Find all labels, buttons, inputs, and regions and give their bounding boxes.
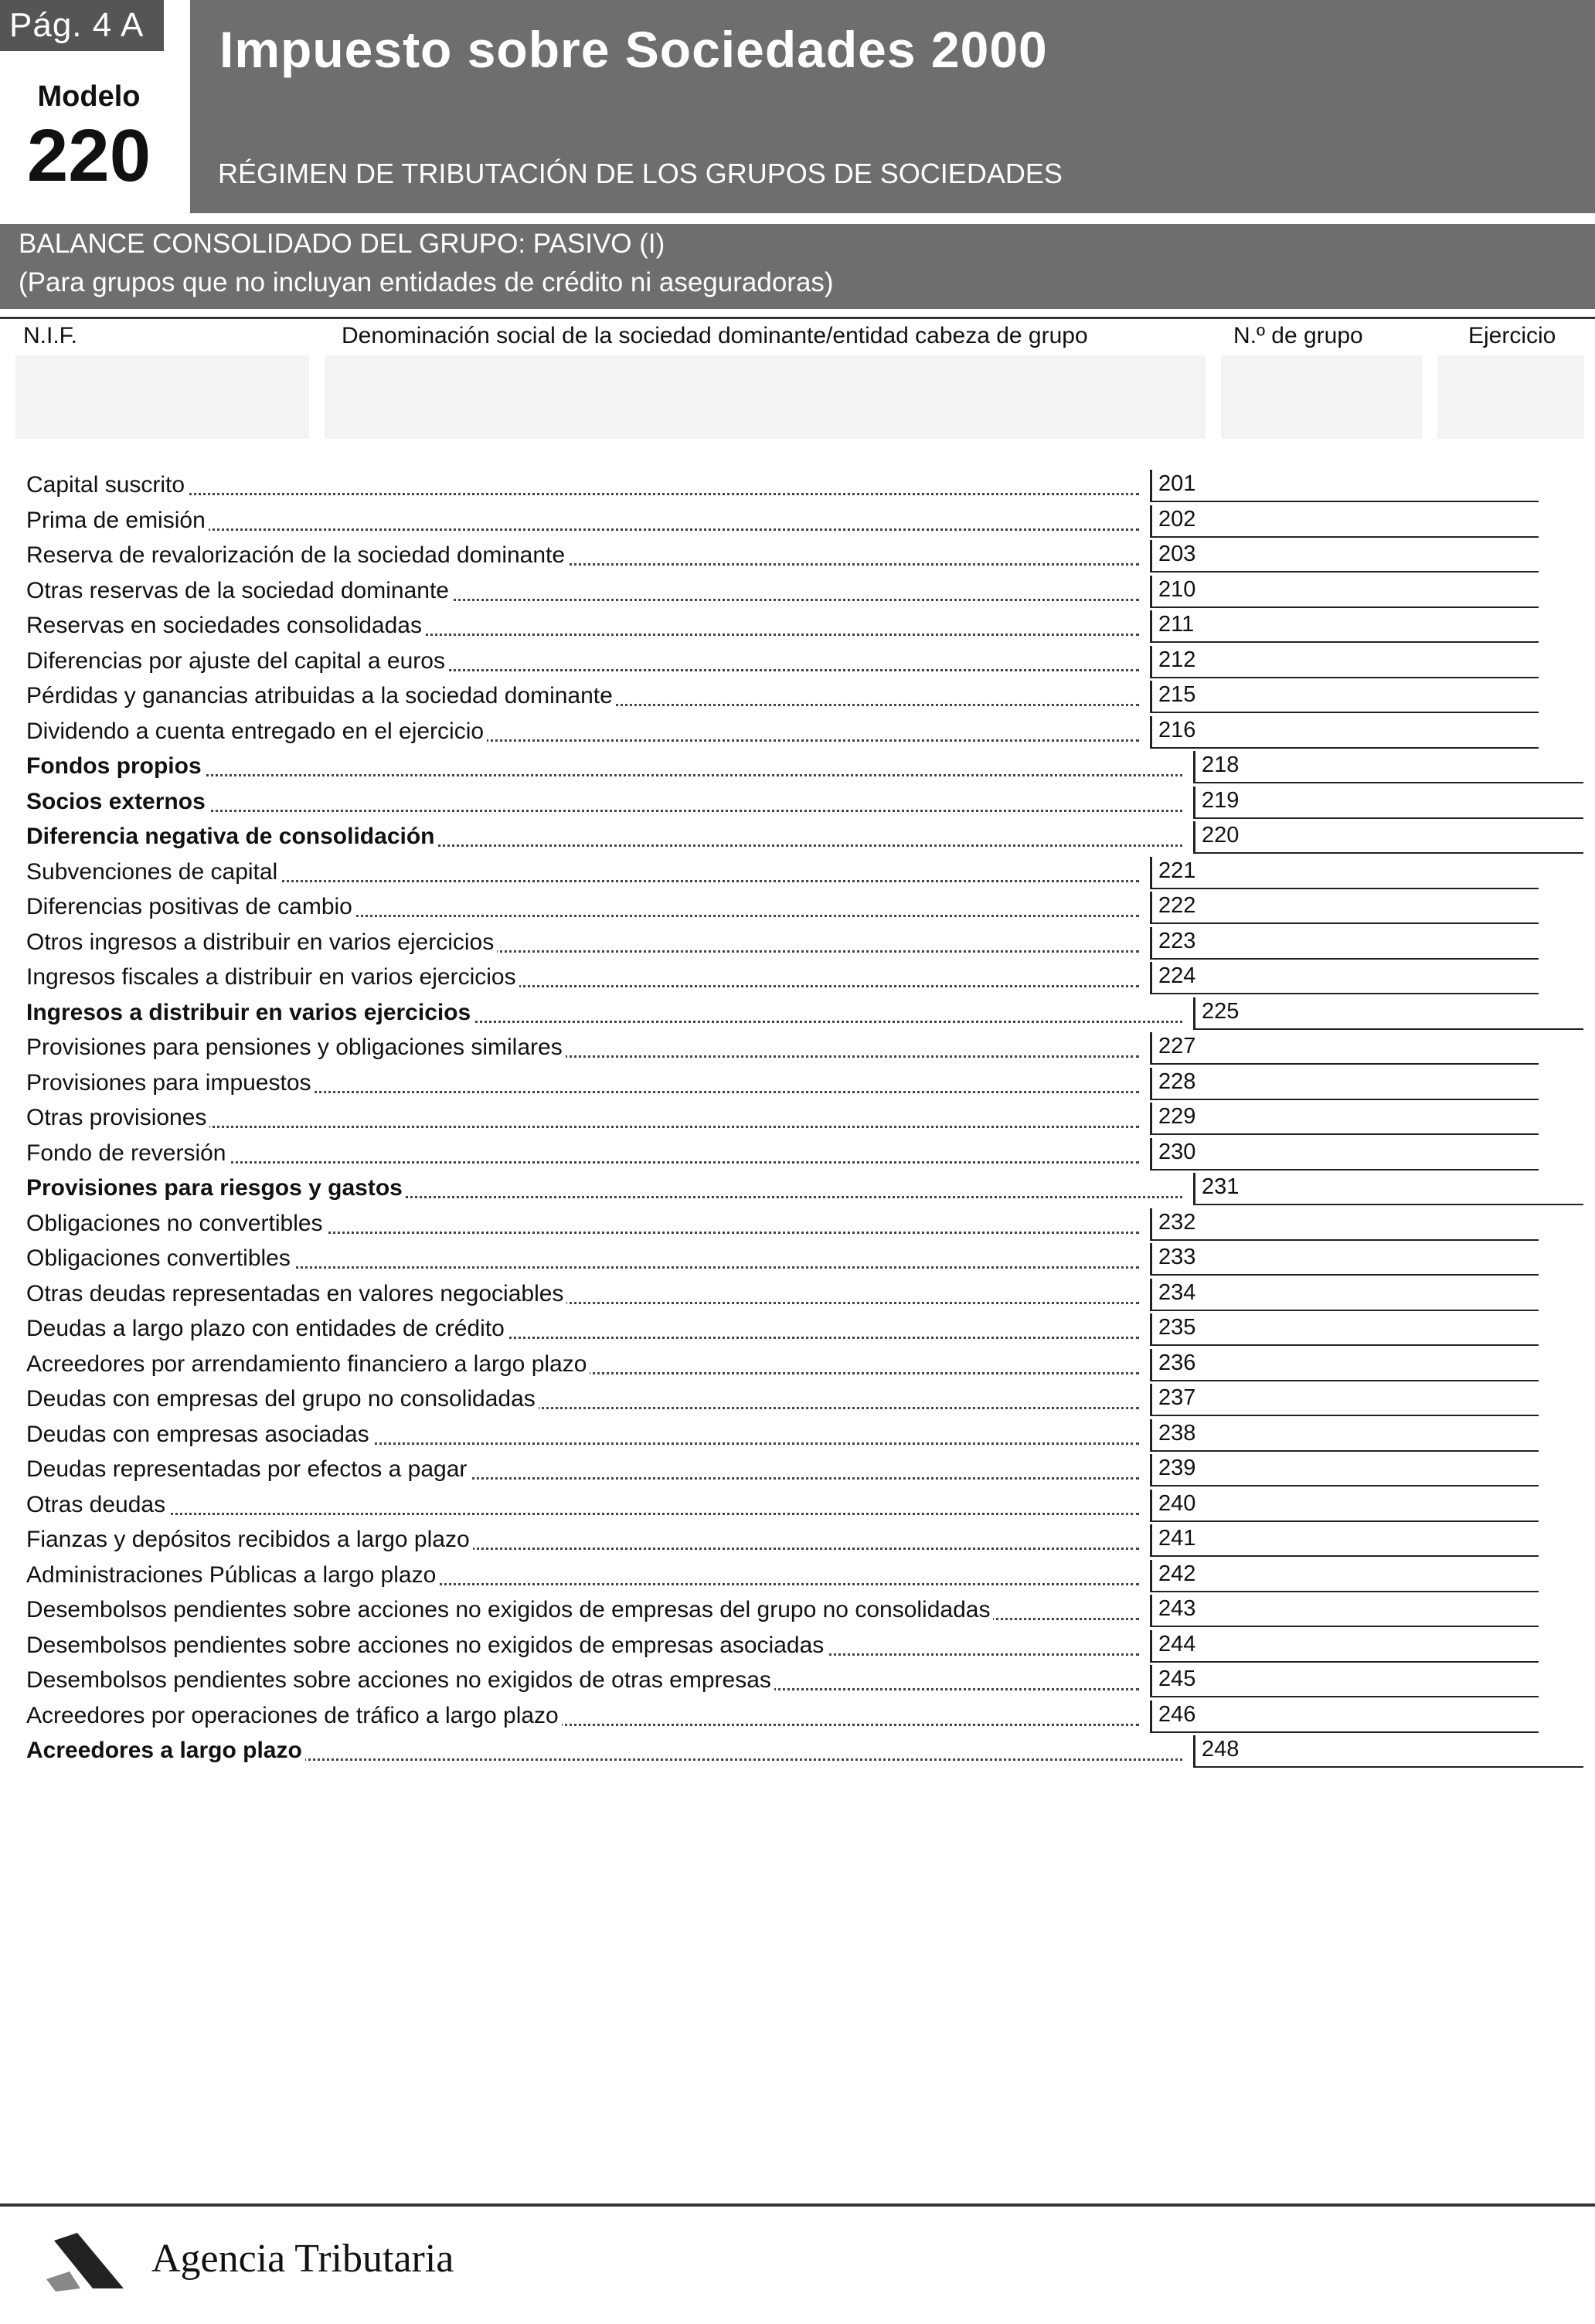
box-code: 225 bbox=[1202, 999, 1240, 1024]
form-subtitle: RÉGIMEN DE TRIBUTACIÓN DE LOS GRUPOS DE SOCIEDADES bbox=[218, 158, 1063, 189]
box-code: 229 bbox=[1158, 1104, 1196, 1129]
box-code: 219 bbox=[1202, 788, 1240, 813]
box-code: 232 bbox=[1158, 1210, 1196, 1235]
section-title: BALANCE CONSOLIDADO DEL GRUPO: PASIVO (I) bbox=[19, 229, 665, 259]
box-code: 239 bbox=[1158, 1456, 1196, 1480]
line-label: Desembolsos pendientes sobre acciones no exigidos de empresas asociadas bbox=[26, 1630, 827, 1661]
page-tag: Pág. 4 A bbox=[0, 0, 164, 51]
modelo-number: 220 bbox=[26, 114, 151, 197]
line-label: Otras reservas de la sociedad dominante bbox=[26, 576, 452, 606]
amount-field-216[interactable] bbox=[1150, 716, 1539, 749]
amount-field-227[interactable] bbox=[1150, 1032, 1539, 1065]
box-code: 240 bbox=[1158, 1491, 1196, 1516]
line-label: Obligaciones convertibles bbox=[26, 1243, 294, 1274]
amount-field-222[interactable] bbox=[1150, 892, 1539, 924]
box-code: 215 bbox=[1158, 682, 1196, 707]
nif-field[interactable] bbox=[15, 355, 309, 439]
box-code: 248 bbox=[1202, 1737, 1240, 1762]
agencia-tributaria-logo-icon bbox=[46, 2225, 131, 2295]
line-label: Provisiones para impuestos bbox=[26, 1068, 315, 1099]
box-code: 221 bbox=[1158, 858, 1196, 883]
line-label: Deudas a largo plazo con entidades de crédito bbox=[26, 1313, 508, 1344]
box-code: 222 bbox=[1158, 893, 1196, 918]
amount-field-224[interactable] bbox=[1150, 962, 1539, 994]
line-label: Desembolsos pendientes sobre acciones no exigidos de otras empresas bbox=[26, 1665, 774, 1696]
total-line-label: Socios externos bbox=[26, 787, 209, 817]
box-code: 227 bbox=[1158, 1034, 1196, 1058]
amount-field-212[interactable] bbox=[1150, 646, 1539, 678]
box-code: 237 bbox=[1158, 1385, 1196, 1410]
box-code: 223 bbox=[1158, 929, 1196, 953]
amount-field-211[interactable] bbox=[1150, 610, 1539, 643]
line-label: Acreedores por arrendamiento financiero a largo plazo bbox=[26, 1349, 590, 1380]
leader-dots bbox=[26, 493, 1139, 495]
amount-field-240[interactable] bbox=[1150, 1490, 1539, 1522]
box-code: 242 bbox=[1158, 1561, 1196, 1586]
amount-field-219[interactable] bbox=[1193, 787, 1583, 819]
amount-field-233[interactable] bbox=[1150, 1243, 1539, 1276]
amount-field-232[interactable] bbox=[1150, 1208, 1539, 1241]
box-code: 211 bbox=[1158, 612, 1195, 637]
box-code: 233 bbox=[1158, 1245, 1196, 1269]
total-line-label: Fondos propios bbox=[26, 751, 205, 782]
line-label: Acreedores por operaciones de tráfico a largo plazo bbox=[26, 1701, 562, 1731]
line-label: Diferencias por ajuste del capital a euros bbox=[26, 646, 448, 677]
line-label: Deudas con empresas del grupo no consolidadas bbox=[26, 1384, 539, 1415]
amount-field-220[interactable] bbox=[1193, 821, 1583, 854]
amount-field-244[interactable] bbox=[1150, 1630, 1539, 1663]
line-label: Administraciones Públicas a largo plazo bbox=[26, 1560, 439, 1591]
line-label: Obligaciones no convertibles bbox=[26, 1208, 326, 1239]
amount-field-246[interactable] bbox=[1150, 1701, 1539, 1733]
divider bbox=[0, 317, 1595, 319]
line-label: Deudas representadas por efectos a pagar bbox=[26, 1454, 470, 1485]
line-label: Subvenciones de capital bbox=[26, 857, 281, 888]
box-code: 236 bbox=[1158, 1351, 1196, 1375]
leader-dots bbox=[26, 1513, 1139, 1515]
modelo-label: Modelo bbox=[37, 80, 141, 113]
box-code: 231 bbox=[1202, 1174, 1240, 1199]
box-code: 241 bbox=[1158, 1526, 1196, 1551]
line-label: Desembolsos pendientes sobre acciones no exigidos de empresas del grupo no consolidadas bbox=[26, 1595, 993, 1626]
ejercicio-label: Ejercicio bbox=[1468, 323, 1556, 348]
agency-name: Agencia Tributaria bbox=[151, 2237, 454, 2281]
box-code: 246 bbox=[1158, 1702, 1196, 1727]
line-label: Otras deudas bbox=[26, 1490, 168, 1520]
box-code: 230 bbox=[1158, 1140, 1196, 1164]
amount-field-201[interactable] bbox=[1150, 470, 1539, 502]
box-code: 228 bbox=[1158, 1069, 1196, 1094]
amount-field-203[interactable] bbox=[1150, 540, 1539, 573]
line-label: Otros ingresos a distribuir en varios ejercicios bbox=[26, 927, 497, 958]
amount-field-229[interactable] bbox=[1150, 1103, 1539, 1135]
line-label: Capital suscrito bbox=[26, 470, 188, 501]
box-code: 203 bbox=[1158, 542, 1196, 566]
amount-field-221[interactable] bbox=[1150, 857, 1539, 889]
amount-field-230[interactable] bbox=[1150, 1138, 1539, 1170]
box-code: 245 bbox=[1158, 1667, 1196, 1691]
line-label: Otras deudas representadas en valores negociables bbox=[26, 1279, 566, 1310]
amount-field-228[interactable] bbox=[1150, 1068, 1539, 1100]
amount-field-238[interactable] bbox=[1150, 1419, 1539, 1452]
amount-field-239[interactable] bbox=[1150, 1454, 1539, 1486]
total-line-label: Provisiones para riesgos y gastos bbox=[26, 1173, 406, 1204]
box-code: 234 bbox=[1158, 1280, 1196, 1305]
box-code: 216 bbox=[1158, 718, 1196, 742]
line-label: Fondo de reversión bbox=[26, 1138, 230, 1169]
line-label: Otras provisiones bbox=[26, 1103, 209, 1133]
amount-field-248[interactable] bbox=[1193, 1735, 1583, 1768]
amount-field-237[interactable] bbox=[1150, 1384, 1539, 1416]
denominacion-field[interactable] bbox=[325, 355, 1206, 439]
box-code: 238 bbox=[1158, 1421, 1196, 1446]
line-label: Reservas en sociedades consolidadas bbox=[26, 610, 425, 641]
form-title: Impuesto sobre Sociedades 2000 bbox=[219, 21, 1048, 78]
line-label: Pérdidas y ganancias atribuidas a la sociedad dominante bbox=[26, 681, 616, 712]
amount-field-231[interactable] bbox=[1193, 1173, 1583, 1205]
grupo-field[interactable] bbox=[1221, 355, 1422, 439]
amount-field-234[interactable] bbox=[1150, 1279, 1539, 1311]
box-code: 220 bbox=[1202, 823, 1240, 848]
box-code: 244 bbox=[1158, 1632, 1196, 1656]
amount-field-202[interactable] bbox=[1150, 505, 1539, 538]
amount-field-215[interactable] bbox=[1150, 681, 1539, 713]
line-label: Fianzas y depósitos recibidos a largo plazo bbox=[26, 1524, 473, 1555]
amount-field-245[interactable] bbox=[1150, 1665, 1539, 1697]
amount-field-210[interactable] bbox=[1150, 576, 1539, 608]
box-code: 218 bbox=[1202, 753, 1240, 777]
total-line-label: Acreedores a largo plazo bbox=[26, 1735, 305, 1766]
denominacion-label: Denominación social de la sociedad dominante/entidad cabeza de grupo bbox=[342, 323, 1088, 348]
section-subtitle: (Para grupos que no incluyan entidades de crédito ni aseguradoras) bbox=[19, 267, 834, 297]
line-label: Diferencias positivas de cambio bbox=[26, 892, 355, 922]
amount-field-218[interactable] bbox=[1193, 751, 1583, 783]
footer-divider bbox=[0, 2203, 1595, 2207]
ejercicio-field[interactable] bbox=[1437, 355, 1584, 439]
total-line-label: Ingresos a distribuir en varios ejercicios bbox=[26, 997, 474, 1028]
line-label: Dividendo a cuenta entregado en el ejercicio bbox=[26, 716, 487, 747]
amount-field-225[interactable] bbox=[1193, 997, 1583, 1030]
line-label: Provisiones para pensiones y obligaciones similares bbox=[26, 1032, 566, 1063]
box-code: 212 bbox=[1158, 647, 1196, 672]
box-code: 210 bbox=[1158, 577, 1196, 602]
line-label: Prima de emisión bbox=[26, 505, 209, 536]
amount-field-235[interactable] bbox=[1150, 1313, 1539, 1346]
total-line-label: Diferencia negativa de consolidación bbox=[26, 821, 438, 852]
box-code: 235 bbox=[1158, 1315, 1196, 1340]
amount-field-243[interactable] bbox=[1150, 1595, 1539, 1627]
amount-field-241[interactable] bbox=[1150, 1524, 1539, 1557]
box-code: 243 bbox=[1158, 1596, 1196, 1621]
grupo-label: N.º de grupo bbox=[1233, 323, 1363, 348]
box-code: 201 bbox=[1158, 471, 1196, 496]
line-label: Reserva de revalorización de la sociedad dominante bbox=[26, 540, 568, 571]
amount-field-236[interactable] bbox=[1150, 1349, 1539, 1381]
nif-label: N.I.F. bbox=[23, 323, 78, 348]
box-code: 224 bbox=[1158, 963, 1196, 988]
amount-field-223[interactable] bbox=[1150, 927, 1539, 960]
box-code: 202 bbox=[1158, 507, 1196, 532]
line-label: Ingresos fiscales a distribuir en varios ejercicios bbox=[26, 962, 519, 993]
line-label: Deudas con empresas asociadas bbox=[26, 1419, 372, 1450]
amount-field-242[interactable] bbox=[1150, 1560, 1539, 1592]
